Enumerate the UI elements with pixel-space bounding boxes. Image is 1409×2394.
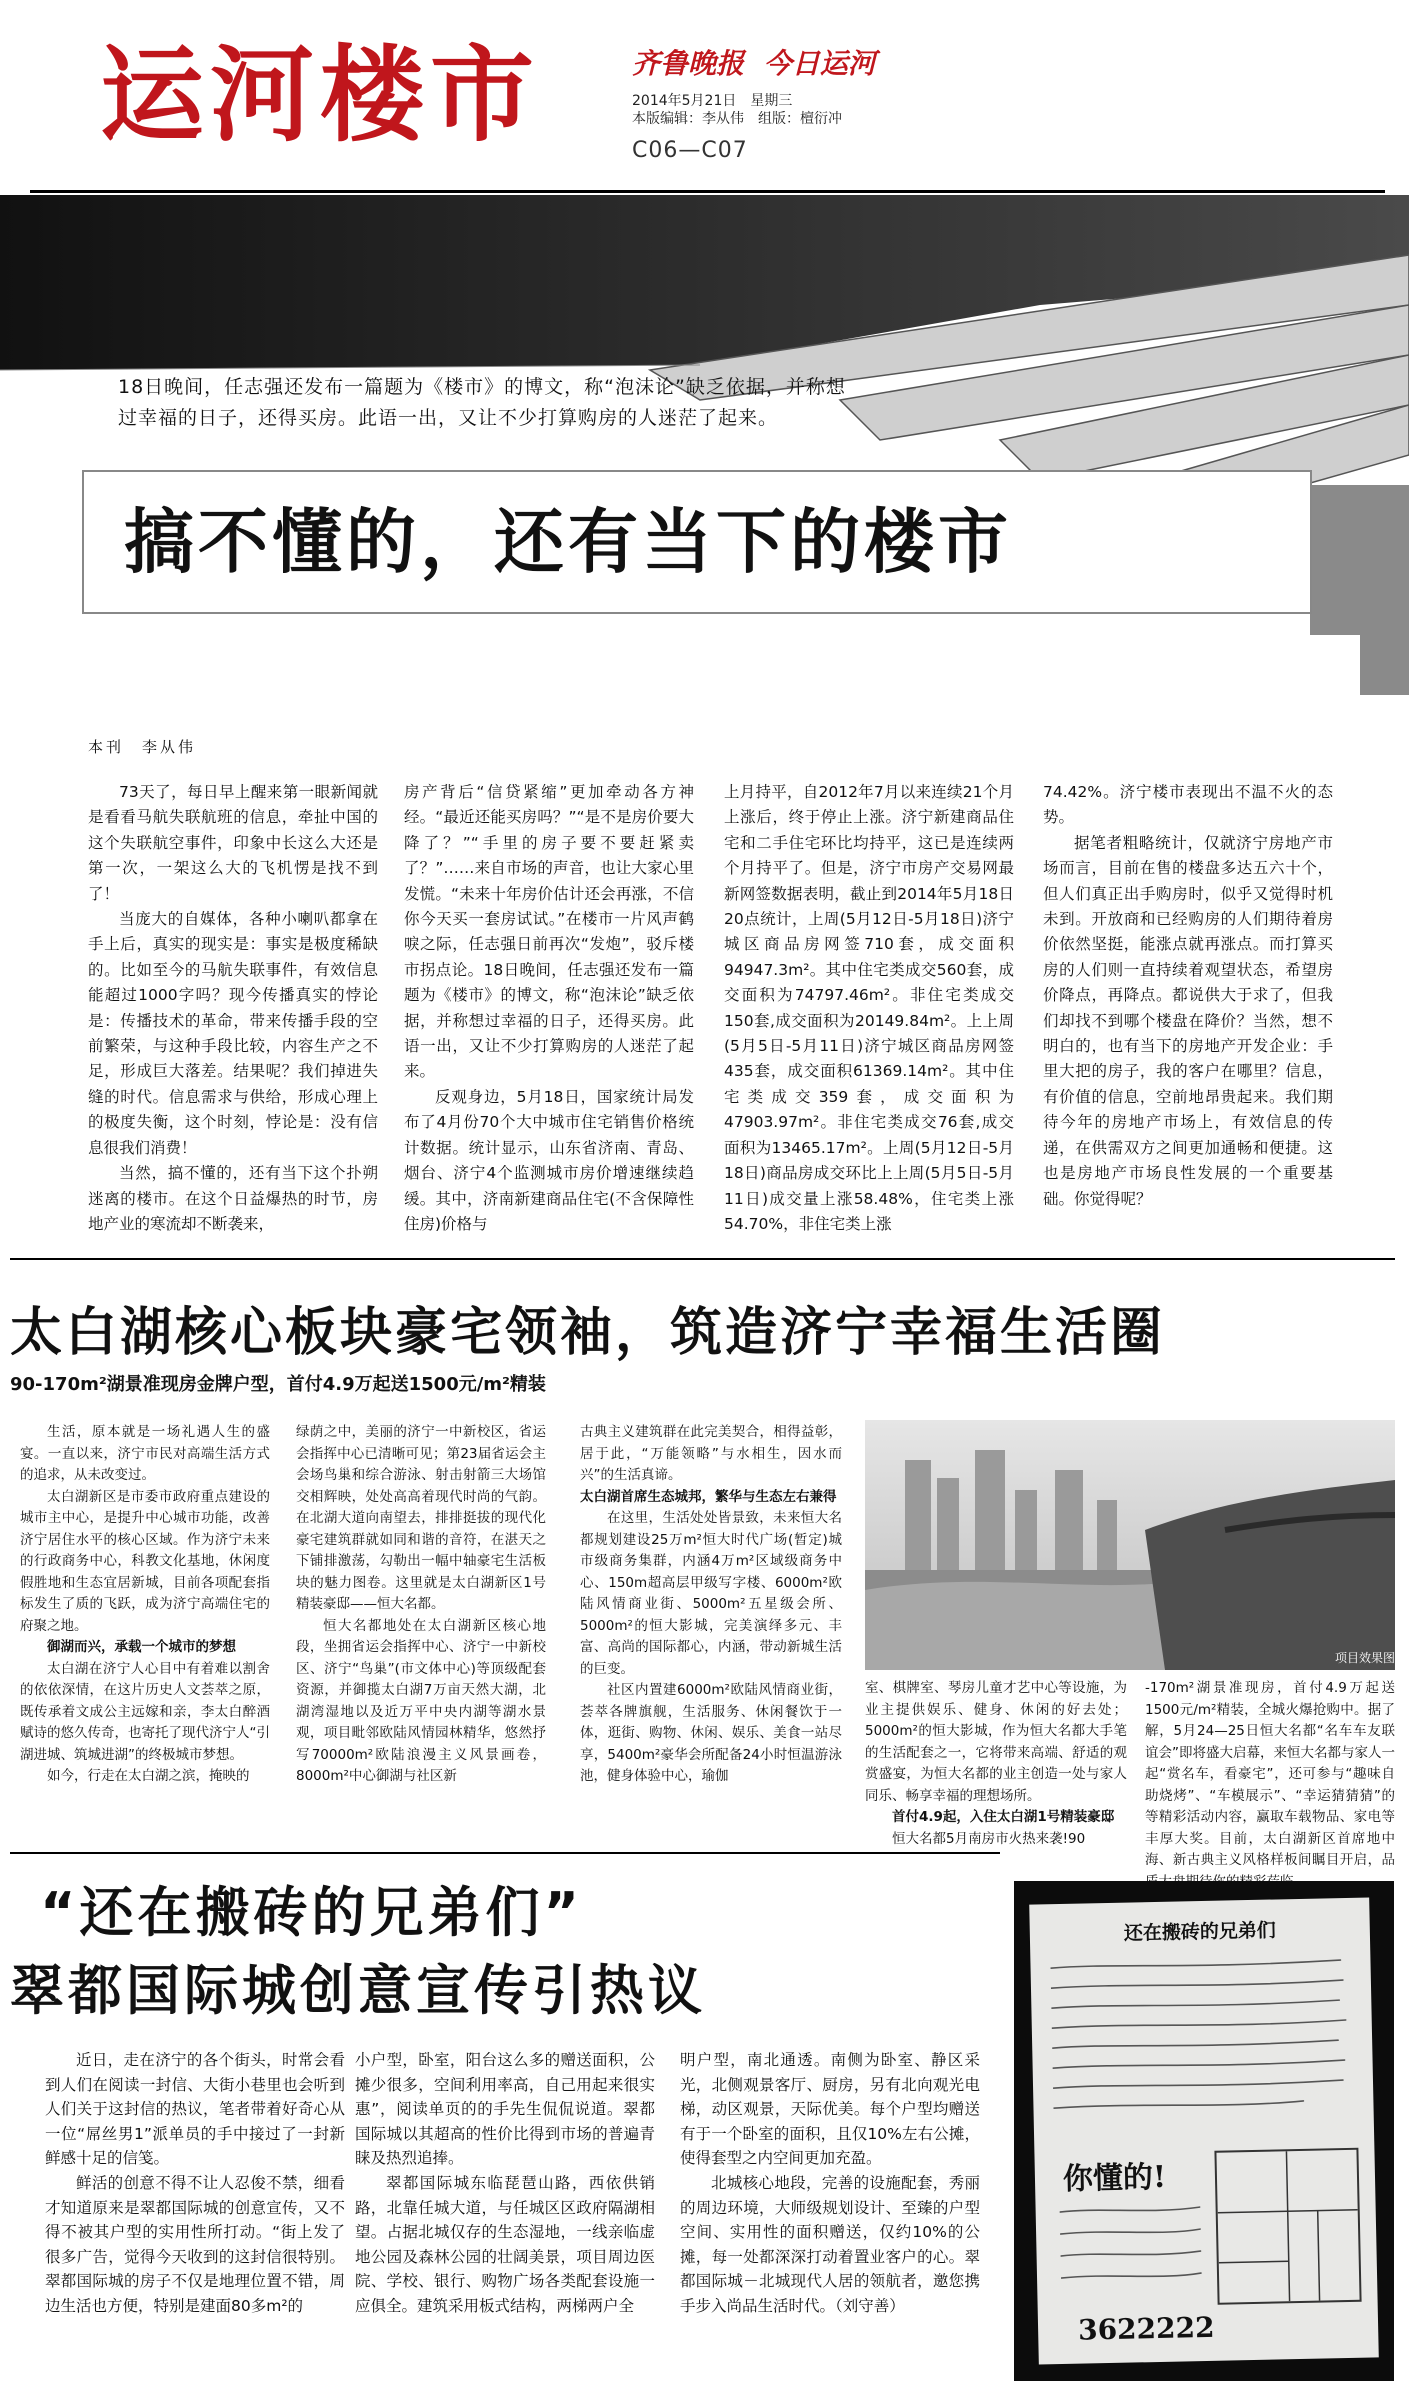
page-numbers: C06—C07 (632, 138, 748, 163)
paragraph: 在这里，生活处处皆景致，未来恒大名都规划建设25万m²恒大时代广场(暂定)城市级商务集群，内涵4万m²区域级商务中心、150m超高层甲级写字楼、6000m²欧陆风情商业街、5000m²五星级会所、5000m²的恒大影城，完美演绎多元、丰富、高尚的国际都心，内涵，带动新城生活的巨变。 (580, 1510, 842, 1677)
project-rendering-photo (865, 1420, 1395, 1670)
paragraph: 社区内置建6000m²欧陆风情商业街，荟萃各牌旗舰，生活服务、休闲餐饮于一体，逛街、购物、休闲、娱乐、美食一站尽享，5400m²豪华会所配备24小时恒温游泳池，健身体验中心，瑜伽 (580, 1682, 842, 1784)
subheading: 御湖而兴，承载一个城市的梦想 (47, 1639, 236, 1655)
paragraph: -170m²湖景准现房，首付4.9万起送1500元/m²精装，全城火爆抢购中。据了解，5月24—25日恒大名都“名车车友联谊会”即将盛大启幕，来恒大名都与家人一起“赏名车，看豪宅”，还可参与“趣味自助烧烤”、“车模展示”、“幸运猜猜猜”的等精彩活动内容，赢取车载物品、家电等丰厚大奖。目前，太白湖新区首席地中海、新古典主义风格样板间瞩目开启，品 (1145, 1680, 1395, 1868)
paragraph: 太白湖在济宁人心目中有着难以割舍的依依深情，在这片历史人文荟萃之原，既传承着文成公主远嫁和亲，李太白醉酒赋诗的悠久传奇，也寄托了现代济宁人“引湖进城、筑城进湖”的终极城市梦想。 (20, 1660, 270, 1763)
story3-col3 (680, 2048, 980, 2319)
paragraph: 据笔者粗略统计，仅就济宁房地产市场而言，目前在售的楼盘多达五六十个，但人们真正出手购房时，似乎又觉得时机未到。开放商和已经购房的人们期待着房价依然坚挺，能涨点就再涨点。而打算买房的人们则一直持续着观望状态，希望房价降点，再降点。都说供大于求了，但我们却找不到哪个楼盘在降价？当然，想不明白的，也有当下的房地产开发企业：手里大把的房子，我的客户在哪里？信息，有价值的信息，空前地昂贵起来。我们期待今年的房地产市场上，有效信息的传递，在供需双方之间更加通畅和便捷。这也是房地产市场良性发展的一个重要基础。你觉得呢？ (1043, 833, 1333, 1208)
story3-col2 (355, 2048, 655, 2319)
masthead (100, 30, 620, 160)
brand-section: 今日运河 (763, 47, 876, 80)
paragraph: 绿荫之中，美丽的济宁一中新校区，省运会指挥中心已清晰可见；第23届省运会主会场鸟巢和综合游泳、射击射箭三大场馆交相辉映，处处高高着现代时尚的气韵。在北湖大道向南望去，排排挺拔的现代化豪宅建筑群就如同和谐的音符，在湛天之下铺排激荡，勾勒出一幅中轴豪宅生活板块的魅力图卷。这里就是太白湖新区1号精装豪邸——恒大名都。 (296, 1424, 546, 1612)
story2-col1 (20, 1422, 270, 1788)
story2-col3 (580, 1422, 842, 1788)
brand-name: 齐鲁晚报 (632, 47, 745, 80)
story1-col1 (88, 780, 378, 1237)
story2-col4 (865, 1678, 1127, 1850)
paragraph: 翠都国际城东临琵琶山路，西依供销路，北靠任城大道，与任城区区政府隔湖相望。占据北城仅存的生态湿地，一线亲临虚地公园及森林公园的壮阔美景，项目周边医院、学校、银行、购物广场各类配套设施一应俱全。建筑采用板式结构，两梯两户全 (355, 2173, 655, 2315)
newspaper-brand (632, 42, 876, 82)
paragraph: 太白湖新区是市委市政府重点建设的城市主中心，是提升中心城市功能，改善济宁居住水平的核心区域。作为济宁未来的行政商务中心，科教文化基地，休闲度假胜地和生态宜居新城，目前各项配套指标发生了质的飞跃，成为济宁高端住宅的府聚之地。 (20, 1488, 270, 1634)
story1-byline: 本刊 李从伟 (88, 738, 197, 756)
paragraph: 鲜活的创意不得不让人忍俊不禁，细看才知道原来是翠都国际城的创意宣传，又不得不被其户型的实用性所打动。“街上发了很多广告，觉得今天收到的这封信很特别。翠都国际城的房子不仅是地理位置不错，周边生活也方便，特别是建面80多m²的 (45, 2173, 345, 2315)
paragraph: 小户型，卧室，阳台这么多的赠送面积，公摊少很多，空间利用率高，自己用起来很实惠”，阅读单页的的手先生侃侃说道。翠都国际城以其超高的性价比得到市场的普遍青睐及热烈追捧。 (355, 2051, 655, 2168)
masthead-title: 运河楼市 (100, 34, 541, 156)
paragraph: 房产背后“信贷紧缩”更加牵动各方神经。“最近还能买房吗？”“是不是房价要大降了？”“手里的房子要不要赶紧卖了？”……来自市场的声音，也让大家心里发慌。“未来十年房价估计还会再涨，不信你今天买一套房试试。”在楼市一片风声鹤唳之际，任志强日前再次“发炮”，驳斥楼市拐点论。18日晚间，任志强还发布一篇题为《楼市》的博文，称“泡沫论”缺乏依据，并称想过幸福的日子，还得买房。此语一出，又让不少打算购房的人迷茫了起来。 (404, 783, 694, 1081)
paragraph: 当然，搞不懂的，还有当下这个扑朔迷离的楼市。在这个日益爆热的时节，房地产业的寒流却不断袭来， (88, 1164, 378, 1233)
paragraph: 恒大名都地处在太白湖新区核心地段，坐拥省运会指挥中心、济宁一中新校区、济宁“鸟巢”(市文体中心)等顶级配套资源，并御揽太白湖7万亩天然大湖，北湖湾湿地以及近万平中央内湖等湖水景观，项目毗邻欧陆风情园林精华，悠然抒写70000m²欧陆浪漫主义风景画卷，8000m²中心御湖与社区新 (296, 1617, 546, 1784)
paragraph: 恒大名都5月南房市火热来袭!90 (892, 1830, 1086, 1847)
flyer-phone: 3622222 (1077, 2310, 1215, 2347)
masthead-rule (30, 190, 1385, 193)
paragraph: 明户型，南北通透。南侧为卧室、静区采光，北侧观景客厅、厨房，另有北向观光电梯，动区观景，天际优美。每个户型均赠送有于一个卧室的面积，且仅10%左右公摊，使得套型之内空间更加充盈。 (680, 2051, 980, 2168)
paragraph: 如今，行走在太白湖之滨，掩映的 (47, 1768, 250, 1784)
story2-headline: 太白湖核心板块豪宅领袖，筑造济宁幸福生活圈 (10, 1303, 1166, 1363)
story2-subhead: 90-170m²湖景准现房金牌户型，首付4.9万起送1500元/m²精装 (10, 1374, 546, 1395)
story1-headline: 搞不懂的，还有当下的楼市 (124, 501, 1012, 583)
paragraph: 当庞大的自媒体，各种小喇叭都拿在手上后，真实的现实是：事实是极度稀缺的。比如至今的马航失联事件，有效信息能超过1000字吗？现今传播真实的悖论是：传播技术的革命，带来传播手段的空前繁荣，与这种手段比较，内容生产之不足，形成巨大落差。结果呢？我们掉进失缝的时代。信息需求与供给，形成心理上的极度失衡，这个时刻，悖论是：没有信息很我们消费！ (88, 910, 378, 1157)
story2-col2 (296, 1422, 546, 1788)
issue-meta (632, 92, 842, 128)
story3-headline-1: “还在搬砖的兄弟们” (40, 1881, 583, 1944)
paragraph: 室、棋牌室、琴房儿童才艺中心等设施，为业主提供娱乐、健身、休闲的好去处；5000m²的恒大影城，作为恒大名都大手笔的生活配套之一，它将带来高端、舒适的观赏盛宴，为恒大名都的业主创造一处与家人同乐、畅享幸福的理想场所。 (865, 1680, 1127, 1804)
story1-lead: 18日晚间，任志强还发布一篇题为《楼市》的博文，称“泡沫论”缺乏依据，并称想过幸福的日子，还得买房。此语一出，又让不少打算购房的人迷茫了起来。 (118, 376, 846, 429)
handwritten-lines (1059, 2201, 1211, 2304)
handwritten-flyer (1029, 1897, 1379, 2364)
section-divider (10, 1258, 1395, 1260)
story1-headline-box (82, 470, 1312, 614)
story1-col4 (1043, 780, 1333, 1212)
issue-date: 2014年5月21日 星期三 (632, 93, 793, 109)
flyer-slogan: 你懂的! (1062, 2159, 1167, 2197)
floor-plan-sketch (1214, 2148, 1361, 2305)
story3-headline-2: 翠都国际城创意宣传引热议 (10, 1959, 706, 2022)
story3-col1 (45, 2048, 345, 2319)
story1-col3 (724, 780, 1014, 1237)
paragraph: 上月持平，自2012年7月以来连续21个月上涨后，终于停止上涨。济宁新建商品住宅和二手住宅环比均持平，这已是连续两个月持平了。但是，济宁市房产交易网最新网签数据表明，截止到2014年5月18日20点统计，上周(5月12日-5月18日)济宁城区商品房网签710套，成交面积94947.3m²。其中住宅类成交560套，成交面积为74797.46m²。非住宅类成交150套,成交面积为20149.84m²。上上周(5月5日-5月11日)济宁城区商品房网签435套，成交面积61369.14m²。其中住宅类成交359套，成交面积为47903.97m²。非住宅类成交76套,成交面积为13465.17m²。上周(5月12日-5月18日)商品房成交环比上上周(5月5日-5月11日)成交量上涨58.48%，住宅类上涨54.70%，非住宅类上涨 (724, 783, 1014, 1233)
flyer-title: 还在搬砖的兄弟们 (1123, 1919, 1277, 1945)
story1-col2 (404, 780, 694, 1237)
paragraph: 反观身边，5月18日，国家统计局发布了4月份70个大中城市住宅销售价格统计数据。统计显示，山东省济南、青岛、烟台、济宁4个监测城市房价增速继续趋缓。其中，济南新建商品住宅(不含保障性住房)价格与 (404, 1087, 694, 1233)
subheading: 太白湖首席生态城邦，繁华与生态左右兼得 (580, 1488, 837, 1505)
story2-col5 (1145, 1678, 1395, 1893)
handwritten-lines (1050, 1954, 1354, 2140)
paragraph: 北城核心地段，完善的设施配套，秀丽的周边环境，大师级规划设计、至臻的户型空间、实用性的面积赠送，仅约10%的公摊，每一处都深深打动着置业客户的心。翠都国际城－北城现代人居的领航者，邀您携手步入尚品生活时代。（刘守善） (680, 2173, 980, 2315)
section-divider (10, 1852, 1000, 1854)
paragraph: 古典主义建筑群在此完美契合，相得益彰，居于此，“万能领略”与水相生，因水而兴”的生活真谛。 (580, 1424, 842, 1483)
issue-editors: 本版编辑：李从伟 组版：檀衍冲 (632, 111, 842, 127)
photo-caption: 项目效果图 (1335, 1651, 1395, 1665)
paragraph: 近日，走在济宁的各个街头，时常会看到人们在阅读一封信、大街小巷里也会听到人们关于这封信的热议，笔者带着好奇心从一位“屌丝男1”派单员的手中接过了一封新鲜感十足的信笺。 (45, 2051, 345, 2168)
story1-body (88, 780, 1388, 1240)
flyer-photo (1014, 1881, 1394, 2381)
subheading: 首付4.9起，入住太白湖1号精装豪邸 (892, 1809, 1115, 1825)
paragraph: 生活，原本就是一场礼遇人生的盛宴。一直以来，济宁市民对高端生活方式的追求，从未改变过。 (20, 1424, 270, 1483)
paragraph: 74.42%。济宁楼市表现出不温不火的态势。 (1043, 783, 1333, 827)
paragraph: 73天了，每日早上醒来第一眼新闻就是看看马航失联航班的信息，牵扯中国的这个失联航空事件，印象中长这么大还是第一次，一架这么大的飞机愣是找不到了！ (88, 783, 378, 903)
